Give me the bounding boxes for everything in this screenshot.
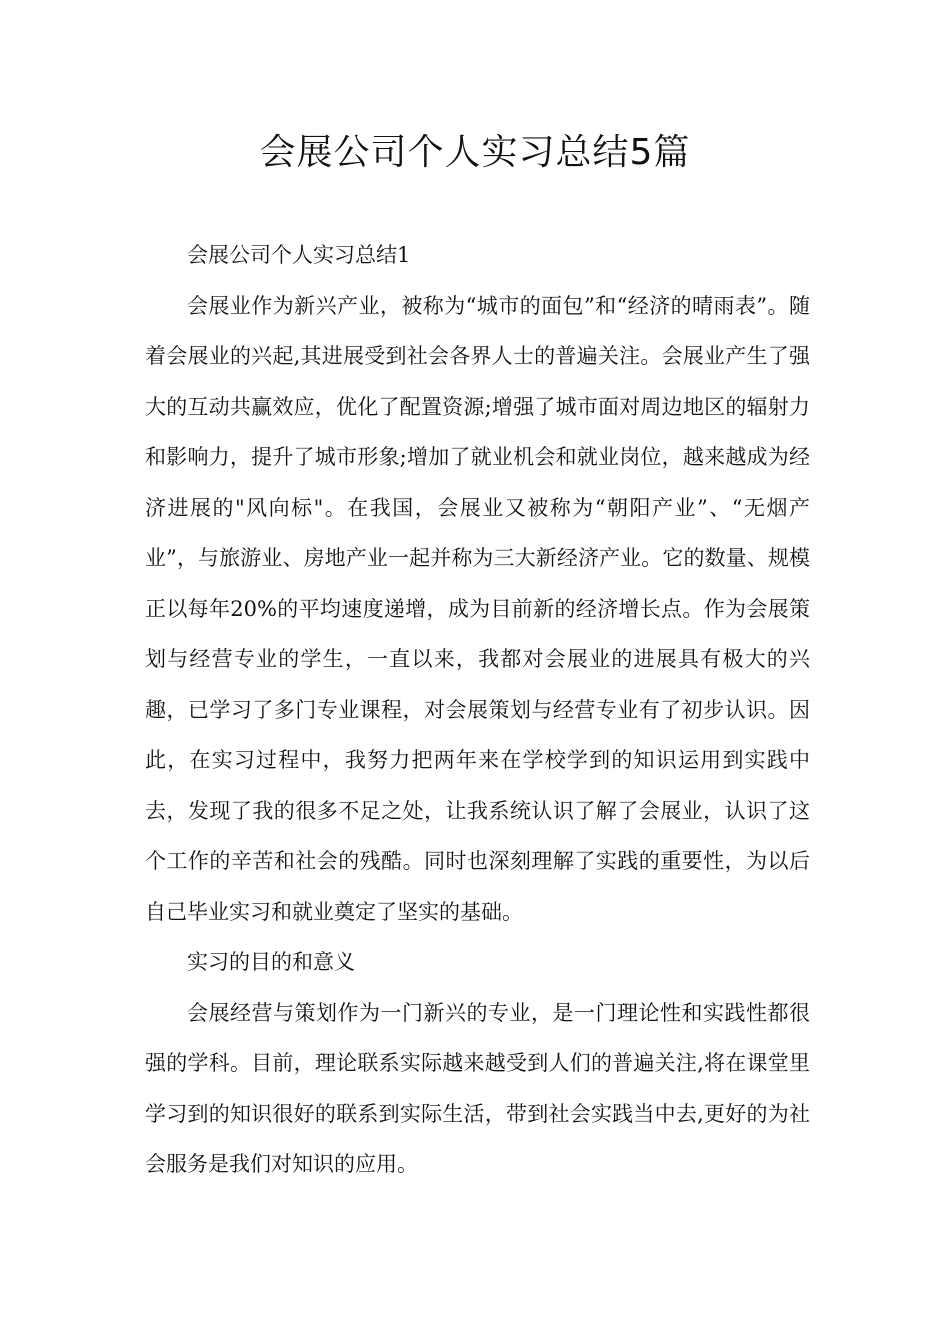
section-heading: 会展公司个人实习总结1 — [187, 243, 411, 267]
document-title: 会展公司个人实习总结5篇 — [259, 132, 691, 173]
body-paragraph: 会展经营与策划作为一门新兴的专业，是一门理论性和实践性都很强的学科。目前，理论联系实际越来越受到人们的普遍关注,将在课堂里学习到的知识很好的联系到实际生活，带到社会实践当中去,更好的为社会服务是我们对知识的应用。 — [145, 1000, 810, 1176]
document-body — [145, 230, 810, 1190]
section-heading: 实习的目的和意义 — [187, 950, 355, 974]
body-paragraph: 会展业作为新兴产业，被称为“城市的面包”和“经济的晴雨表”。随着会展业的兴起,其进展受到社会各界人士的普遍关注。会展业产生了强大的互动共赢效应，优化了配置资源;增强了城市面对周边地区的辐射力和影响力，提升了城市形象;增加了就业机会和就业岗位，越来越成为经济进展的"风向标"。在我国，会展业又被称为“朝阳产业”、“无烟产业”，与旅游业、房地产业一起并称为三大新经济产业。它的数量、规模正以每年20%的平均速度递增，成为目前新的经济增长点。作为会展策划与经营专业的学生，一直以来，我都对会展业的进展具有极大的兴趣，已学习了多门专业课程，对会展策划与经营专业有了初步认识。因此，在实习过程中，我努力把两年来在学校学到的知识运用到实践中去，发现了我的很多不足之处，让我系统认识了解了会展业，认识了这个工作的辛苦和社会的残酷。同时也深刻理解了实践的重要性，为以后自己毕业实习和就业奠定了坚实的基础。 — [145, 293, 810, 924]
